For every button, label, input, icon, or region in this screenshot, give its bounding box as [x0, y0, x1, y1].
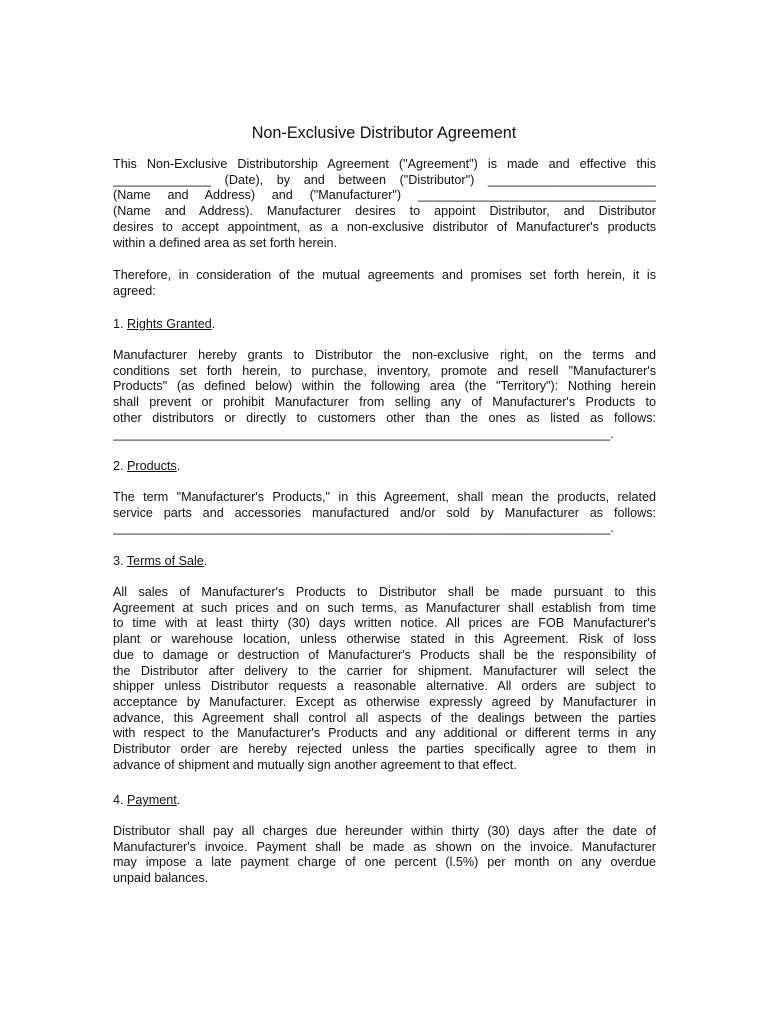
section-body-line: Products" (as defined below) within the following area (the "Territory"): Nothing herein	[113, 379, 656, 394]
section-body-line: _______________________________________________________________________.	[113, 521, 614, 536]
section-body-line: Distributor shall pay all charges due hereunder within thirty (30) days after the date of	[113, 824, 656, 838]
section-body-line: the Distributor after delivery to the carrier for shipment. Manufacturer will select the	[113, 663, 656, 678]
section-body-line: _______________________________________________________________________.	[113, 426, 614, 441]
section-body-line: acceptance by Manufacturer. Except as otherwise expressly agreed by Manufacturer in	[113, 694, 656, 709]
section-body-line: may impose a late payment charge of one percent (l.5%) per month on any overdue	[113, 855, 656, 870]
section-body-line: plant or warehouse location, unless otherwise stated in this Agreement. Risk of loss	[113, 632, 656, 647]
section-2-body	[113, 490, 656, 537]
section-body-line: advance of shipment and mutually sign another agreement to that effect.	[113, 757, 517, 772]
section-body-line: The term "Manufacturer's Products," in this Agreement, shall mean the products, related	[113, 490, 656, 504]
section-4-heading	[113, 793, 656, 809]
therefore-line: agreed:	[113, 283, 156, 298]
therefore-line: Therefore, in consideration of the mutual agreements and promises set forth herein, it is	[113, 268, 656, 282]
intro-line: This Non-Exclusive Distributorship Agreement ("Agreement") is made and effective this	[113, 157, 656, 171]
section-body-line: conditions set forth herein, to purchase, inventory, promote and resell "Manufacturer's	[113, 363, 656, 378]
heading-period: .	[176, 793, 181, 807]
intro-line: within a defined area as set forth herein.	[113, 235, 338, 250]
section-title: Terms of Sale	[126, 554, 204, 568]
section-number: 1.	[113, 317, 124, 331]
heading-period: .	[211, 317, 216, 331]
section-body-line: Distributor order are hereby rejected unless the parties specifically agree to them in	[113, 742, 656, 757]
section-body-line: due to damage or destruction of Manufacturer's Products shall be the responsibility of	[113, 647, 656, 662]
section-1-body	[113, 348, 656, 442]
section-number: 3.	[113, 554, 124, 568]
section-1-heading	[113, 317, 656, 333]
intro-line: desires to accept appointment, as a non-exclusive distributor of Manufacturer's products	[113, 219, 656, 234]
section-body-line: with respect to the Manufacturer's Products and any additional or different terms in any	[113, 726, 656, 741]
intro-line: ______________ (Date), by and between ("Distributor") ________________________	[113, 172, 656, 187]
section-body-line: Manufacturer hereby grants to Distributor the non-exclusive right, on the terms and	[113, 348, 656, 362]
intro-line: (Name and Address). Manufacturer desires to appoint Distributor, and Distributor	[113, 204, 656, 219]
section-body-line: other distributors or directly to customers other than the ones as listed as follows:	[113, 410, 656, 425]
section-number: 2.	[113, 459, 124, 473]
section-body-line: service parts and accessories manufactured and/or sold by Manufacturer as follows:	[113, 505, 656, 520]
section-body-line: Manufacturer's invoice. Payment shall be made as shown on the invoice. Manufacturer	[113, 839, 656, 854]
section-3-heading	[113, 554, 656, 570]
intro-paragraph	[113, 157, 656, 251]
section-title: Rights Granted	[127, 317, 212, 331]
section-body-line: to time with at least thirty (30) days written notice. All prices are FOB Manufacturer's	[113, 616, 656, 631]
therefore-paragraph	[113, 268, 656, 299]
section-body-line: advance, this Agreement shall control all aspects of the dealings between the parties	[113, 710, 656, 725]
section-number: 4.	[113, 793, 124, 807]
section-body-line: All sales of Manufacturer's Products to Distributor shall be made pursuant to this	[113, 585, 656, 599]
section-body-line: shall prevent or prohibit Manufacturer from selling any of Manufacturer's Products to	[113, 395, 656, 410]
intro-line: (Name and Address) and ("Manufacturer") __________________________________	[113, 188, 656, 203]
section-body-line: unpaid balances.	[113, 871, 209, 886]
section-4-body	[113, 824, 656, 887]
section-3-body	[113, 585, 656, 773]
heading-period: .	[176, 459, 181, 473]
document-title: Non-Exclusive Distributor Agreement	[251, 124, 517, 142]
section-body-line: Agreement at such prices and on such terms, as Manufacturer shall establish from time	[113, 600, 656, 615]
section-body-line: shipper unless Distributor requests a reasonable alternative. All orders are subject to	[113, 679, 656, 694]
heading-period: .	[203, 554, 208, 568]
section-2-heading	[113, 459, 656, 475]
section-title: Products	[127, 459, 177, 473]
section-title: Payment	[127, 793, 177, 807]
